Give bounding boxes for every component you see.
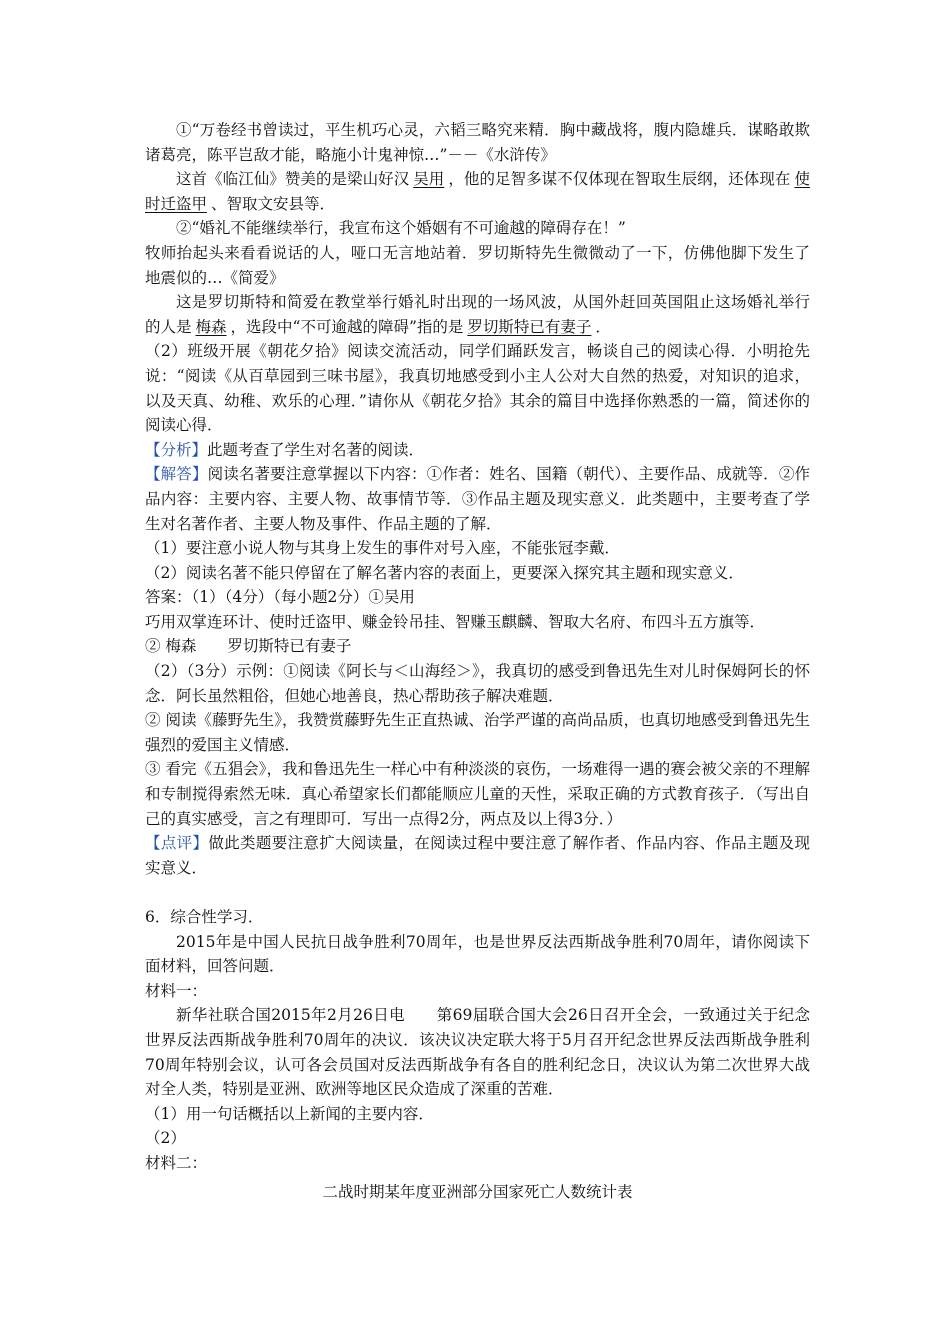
answer-blank-2: 使时迁盗甲 bbox=[145, 170, 810, 213]
question-6-1: （1）用一句话概括以上新闻的主要内容． bbox=[145, 1104, 434, 1123]
answer-example-2: ② 阅读《藤野先生》，我赞赏藤野先生正直热诚、治学严谨的高尚品质，也真切地感受到鲁迅先生强烈的爱国主义情感． bbox=[145, 711, 810, 754]
excerpt-jane-eyre: 牧师抬起头来看看说话的人，哑口无言地站着．罗切斯特先生微微动了一下，仿佛他脚下发生了地震似的…《简爱》 bbox=[145, 243, 810, 287]
question-jane-eyre: 这是罗切斯特和简爱在教堂举行婚礼时出现的一场风波，从国外赶回英国阻止这场婚礼举行的人是 梅森 ，选段中“不可逾越的障碍”指的是 罗切斯特已有妻子 ． bbox=[145, 293, 810, 336]
solution-paragraph: 【解答】阅读名著要注意掌握以下内容：①作者：姓名、国籍（朝代）、主要作品、成就等．②作品内容：主要内容、主要人物、故事情节等．③作品主题及现实意义．此类题中，主要考查了学生对名著作者、主要人物及事件、作品主题的了解． bbox=[145, 465, 810, 533]
section-gap bbox=[145, 880, 810, 905]
table-title: 二战时期某年度亚洲部分国家死亡人数统计表 bbox=[322, 1182, 633, 1201]
quote-jane-eyre: ②“婚礼不能继续举行，我宣布这个婚姻有不可逾越的障碍存在！” bbox=[176, 219, 626, 238]
solution-point-2: （2）阅读名著不能只停留在了解名著内容的表面上，更要深入探究其主题和现实意义． bbox=[145, 563, 744, 582]
answer-blank-1: 吴用 bbox=[413, 170, 445, 189]
analysis-paragraph: 【分析】此题考查了学生对名著的阅读． bbox=[145, 440, 425, 459]
material-1-text: 新华社联合国2015年2月26日电 第69届联合国大会26日召开全会，一致通过关于纪念世界反法西斯战争胜利70周年的决议．该决议决定联大将于5月召开纪念世界反法西斯战争胜利70周年特别会议，认可各会员国对反法西斯战争有各自的胜利纪念日，决议认为第二次世界大战对全人类，特别是亚洲、欧洲等地区民众造成了深重的苦难． bbox=[145, 1006, 810, 1099]
answer-blank-3: 梅森 bbox=[195, 317, 227, 336]
question-wu-yong: 这首《临江仙》赞美的是梁山好汉 吴用 ，他的足智多谋不仅体现在智取生辰纲，还体现在 使时迁盗甲 、智取文安县等． bbox=[145, 170, 810, 213]
comment-tag: 【点评】 bbox=[145, 834, 209, 853]
section-6-intro: 2015年是中国人民抗日战争胜利70周年，也是世界反法西斯战争胜利70周年，请你阅读下面材料，回答问题． bbox=[145, 932, 810, 976]
answer-example-1: （2）（3分）示例：①阅读《阿长与＜山海经＞》，我真切的感受到鲁迅先生对儿时保姆阿长的怀念．阿长虽然粗俗，但她心地善良，热心帮助孩子解决难题． bbox=[145, 662, 810, 705]
comment-paragraph: 【点评】做此类题要注意扩大阅读量，在阅读过程中要注意了解作者、作品内容、作品主题及现实意义． bbox=[145, 834, 810, 877]
document-page bbox=[145, 118, 810, 1204]
material-1-label: 材料一： bbox=[145, 981, 208, 1000]
answer-blank-4: 罗切斯特已有妻子 bbox=[467, 317, 592, 336]
question-6-2: （2） bbox=[145, 1129, 186, 1148]
question-2-zhaohua: （2）班级开展《朝花夕拾》阅读交流活动，同学们踊跃发言，畅谈自己的阅读心得．小明抢先说：“阅读《从百草园到三味书屋》，我真切地感受到小主人公对大自然的热爱，对知识的追求，以及天真、幼稚、欢乐的心理．”请你从《朝花夕拾》其余的篇目中选择你熟悉的一篇，简述你的阅读心得． bbox=[145, 342, 810, 435]
solution-tag: 【解答】 bbox=[145, 465, 208, 484]
analysis-tag: 【分析】 bbox=[145, 440, 208, 459]
answer-line-3: ② 梅森 罗切斯特已有妻子 bbox=[145, 637, 352, 656]
answer-line-1: 答案：（1）（4分）（每小题2分）①吴用 bbox=[145, 588, 415, 607]
solution-point-1: （1）要注意小说人物与其身上发生的事件对号入座，不能张冠李戴． bbox=[145, 539, 620, 558]
material-2-label: 材料二： bbox=[145, 1153, 208, 1172]
answer-line-2: 巧用双掌连环计、使时迁盗甲、赚金铃吊挂、智赚玉麒麟、智取大名府、布四斗五方旗等． bbox=[145, 612, 766, 631]
section-6-heading: 6．综合性学习． bbox=[145, 908, 264, 926]
poem-paragraph: ①“万卷经书曾读过，平生机巧心灵，六韬三略究来精．胸中藏战将，腹内隐雄兵．谋略敢欺诸葛亮，陈平岂敌才能，略施小计鬼神惊…”－－《水浒传》 bbox=[145, 121, 810, 164]
answer-example-3: ③ 看完《五猖会》，我和鲁迅先生一样心中有种淡淡的哀伤，一场难得一遇的赛会被父亲的不理解和专制搅得索然无味．真心希望家长们都能顺应儿童的天性，采取正确的方式教育孩子．（写出自己的真实感受，言之有理即可．写出一点得2分，两点及以上得3分．） bbox=[145, 760, 810, 828]
